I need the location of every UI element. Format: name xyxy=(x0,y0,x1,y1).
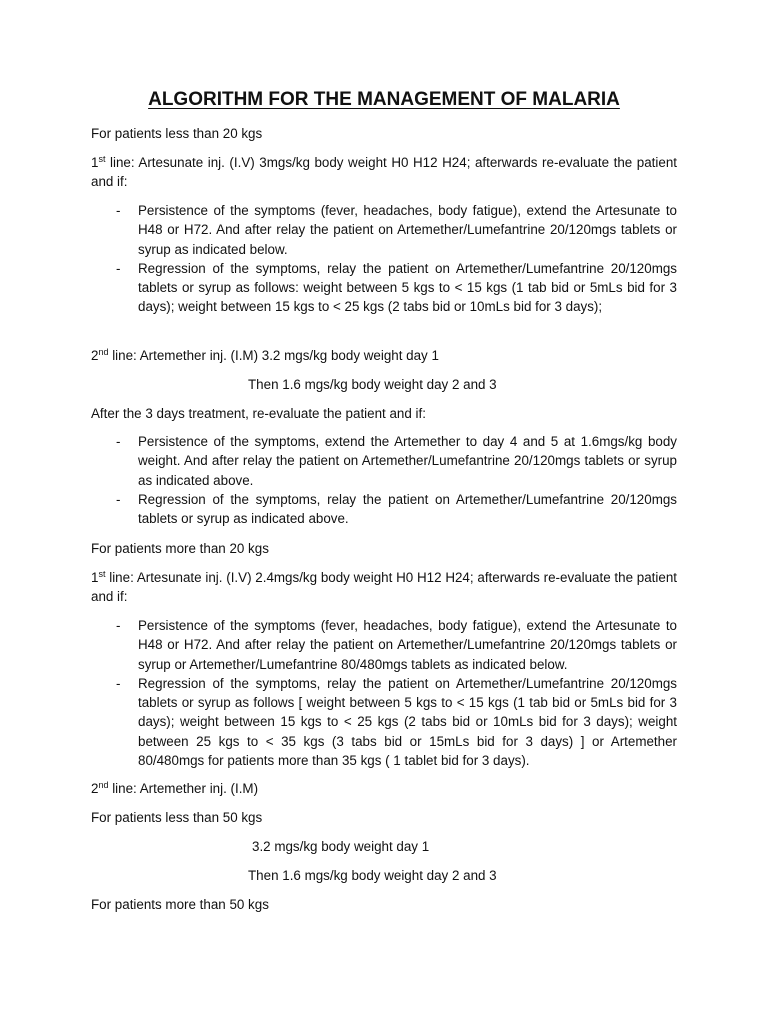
outcome-persistence: - Persistence of the symptoms (fever, headaches, body fatigue), extend the Artesunate to H48 or H72. And after relay the patient on Artemether/Lumefantrine 20/120mgs tablets or syrup as indicated below. xyxy=(112,201,677,259)
outcome-regression: - Regression of the symptoms, relay the patient on Artemether/Lumefantrine 20/120mgs tablets or syrup as follows: weight between 5 kgs to < 15 kgs (1 tab bid or 5mLs bid for 3 days); weight between 15 kgs to < 25 kgs (2 tabs bid or 10mLs bid for 3 days); xyxy=(112,259,677,317)
line-number: 1 xyxy=(91,155,99,170)
first-line-treatment-under-20kg xyxy=(91,153,677,192)
first-line-treatment-over-20kg xyxy=(91,568,677,607)
first-line-text: line: Artesunate inj. (I.V) 3mgs/kg body weight H0 H12 H24; afterwards re-evaluate the patient and if: xyxy=(91,155,677,190)
second-line-text: line: Artemether inj. (I.M) xyxy=(108,781,259,796)
line-number: 1 xyxy=(91,570,99,585)
second-line-treatment-over-20kg xyxy=(91,779,677,798)
subheading-less-than-50kg: For patients less than 50 kgs xyxy=(91,810,263,825)
subheading-more-than-50kg: For patients more than 50 kgs xyxy=(91,897,269,912)
line-number: 2 xyxy=(91,348,99,363)
first-line-outcomes-over-20kg xyxy=(112,616,677,770)
first-line-outcomes-under-20kg xyxy=(112,201,677,317)
second-line-text: line: Artemether inj. (I.M) 3.2 mgs/kg body weight day 1 xyxy=(108,348,439,363)
ordinal-suffix: nd xyxy=(98,347,109,357)
outcome-persistence: - Persistence of the symptoms (fever, headaches, body fatigue), extend the Artesunate to H48 or H72. And after relay the patient on Artemether/Lumefantrine 20/120mgs tablets or syrup or Artemether/Lumefantrine 80/480mgs tablets as indicated below. xyxy=(112,616,677,674)
outcome-persistence: - Persistence of the symptoms, extend the Artemether to day 4 and 5 at 1.6mgs/kg body weight. And after relay the patient on Artemether/Lumefantrine 20/120mgs tablets or syrup as indicated above. xyxy=(112,432,677,490)
second-line-treatment-under-20kg xyxy=(91,346,677,365)
less-than-50kg-day1-dose: 3.2 mgs/kg body weight day 1 xyxy=(252,839,430,854)
section-heading-under-20kg: For patients less than 20 kgs xyxy=(91,126,263,141)
ordinal-suffix: nd xyxy=(98,780,109,790)
document-title: ALGORITHM FOR THE MANAGEMENT OF MALARIA xyxy=(148,89,620,110)
ordinal-suffix: st xyxy=(98,154,106,164)
outcome-regression: - Regression of the symptoms, relay the patient on Artemether/Lumefantrine 20/120mgs tablets or syrup as follows [ weight between 5 kgs to < 15 kgs (1 tab bid or 5mLs bid for 3 days); weight between 15 kgs to < 25 kgs (2 tabs bid or 10mLs bid for 3 days); weight between 25 kgs to < 35 kgs (3 tabs bid or 15mLs bid for 3 days) ] or Artemether 80/480mgs for patients more than 35 kgs ( 1 tablet bid for 3 days). xyxy=(112,674,677,770)
line-number: 2 xyxy=(91,781,99,796)
less-than-50kg-followup-dose: Then 1.6 mgs/kg body weight day 2 and 3 xyxy=(248,868,497,883)
ordinal-suffix: st xyxy=(98,569,106,579)
second-line-followup-dose: Then 1.6 mgs/kg body weight day 2 and 3 xyxy=(248,377,497,392)
outcome-regression: - Regression of the symptoms, relay the patient on Artemether/Lumefantrine 20/120mgs tablets or syrup as indicated above. xyxy=(112,490,677,529)
second-line-outcomes-under-20kg xyxy=(112,432,677,528)
re-evaluate-instruction: After the 3 days treatment, re-evaluate the patient and if: xyxy=(91,406,426,421)
section-heading-over-20kg: For patients more than 20 kgs xyxy=(91,541,269,556)
first-line-text: line: Artesunate inj. (I.V) 2.4mgs/kg body weight H0 H12 H24; afterwards re-evaluate the patient and if: xyxy=(91,570,677,605)
